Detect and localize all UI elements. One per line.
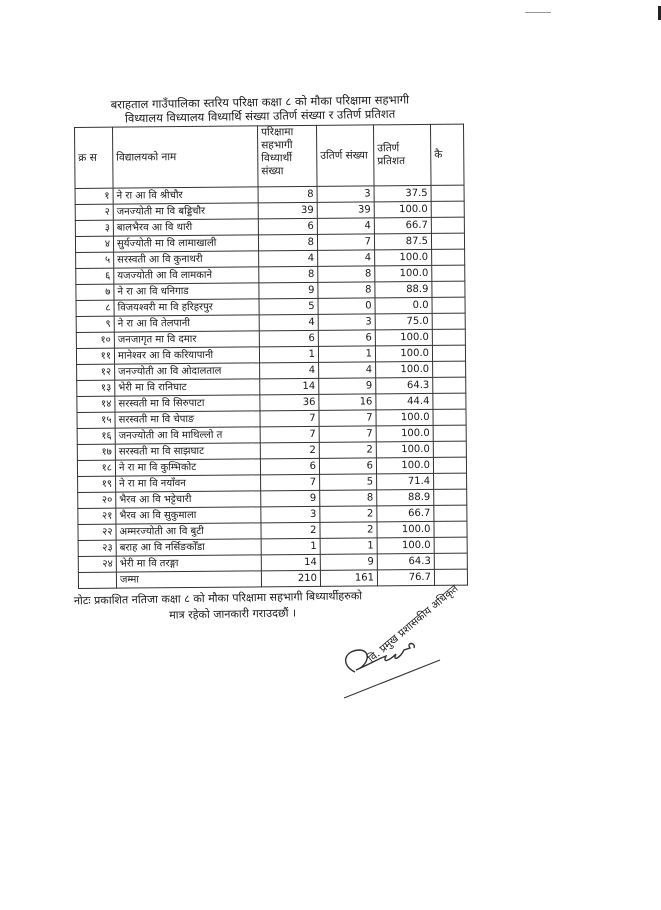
percent-cell: 66.7	[377, 505, 434, 521]
remarks-cell	[433, 425, 466, 441]
table-header-row	[75, 124, 465, 188]
serial-cell: ८	[76, 300, 114, 316]
remarks-cell	[433, 361, 466, 377]
serial-cell: १६	[77, 428, 115, 444]
appeared-cell: 6	[259, 330, 318, 347]
remarks-cell	[432, 297, 465, 313]
remarks-cell	[434, 553, 467, 569]
percent-cell: 100.0	[376, 361, 433, 377]
serial-cell: ५	[76, 252, 114, 268]
appeared-cell: 1	[261, 538, 320, 555]
appeared-cell: 2	[260, 442, 319, 459]
remarks-cell	[432, 345, 465, 361]
remarks-cell	[433, 409, 466, 425]
passed-cell: 4	[317, 218, 374, 234]
passed-cell: 39	[317, 202, 374, 218]
remarks-cell	[432, 329, 465, 345]
passed-cell: 4	[318, 250, 375, 266]
total-percent: 76.7	[377, 569, 434, 585]
serial-cell: २०	[78, 492, 116, 508]
percent-cell: 64.3	[377, 553, 434, 569]
appeared-cell: 4	[259, 314, 318, 331]
serial-cell: ९	[76, 316, 114, 332]
school-name-cell: भेरी मा वि तरङ्गा	[116, 555, 261, 572]
passed-cell: 1	[320, 538, 377, 554]
remarks-cell	[432, 265, 465, 281]
document-title	[70, 92, 450, 127]
header-percent: उतिर्ण प्रतिशत	[373, 124, 431, 185]
school-name-cell: मानेश्वर आ वि करियापानी	[114, 347, 259, 364]
serial-cell: १२	[77, 364, 115, 380]
serial-cell: १३	[77, 380, 115, 396]
passed-cell: 8	[318, 282, 375, 298]
school-name-cell: ने रा मा वि कुम्भिकोट	[115, 459, 260, 476]
remarks-cell	[433, 377, 466, 393]
header-appeared: परिक्षामा सहभागी विध्यार्थी संख्या	[257, 125, 317, 187]
title-line-1: बराहताल गाउँपालिका स्तरिय परिक्षा कक्षा ८ को मौका परिक्षामा सहभागी	[110, 92, 410, 112]
percent-cell: 100.0	[376, 457, 433, 473]
serial-cell: १५	[77, 412, 115, 428]
appeared-cell: 8	[258, 234, 317, 251]
percent-cell: 100.0	[375, 265, 432, 281]
appeared-cell: 6	[258, 218, 317, 235]
school-name-cell: भैरव आ वि भट्टेचारी	[116, 491, 261, 508]
serial-cell: १८	[77, 460, 115, 476]
total-passed: 161	[320, 570, 377, 586]
school-name-cell: ने रा आ वि श्रीचौर	[113, 187, 258, 204]
passed-cell: 8	[320, 490, 377, 506]
appeared-cell: 8	[259, 266, 318, 283]
school-name-cell: विजयश्वरी मा वि हरिहरपुर	[114, 299, 259, 316]
school-name-cell: जनजागृत मा वि दमार	[114, 331, 259, 348]
appeared-cell: 8	[258, 186, 317, 203]
total-appeared: 210	[261, 570, 320, 587]
serial-cell: २२	[78, 524, 116, 540]
remarks-cell	[434, 473, 467, 489]
percent-cell: 71.4	[377, 473, 434, 489]
percent-cell: 100.0	[374, 201, 431, 217]
percent-cell: 100.0	[376, 441, 433, 457]
serial-cell: १९	[78, 476, 116, 492]
remarks-cell	[431, 233, 464, 249]
passed-cell: 9	[319, 378, 376, 394]
serial-cell: २	[75, 204, 113, 220]
passed-cell: 16	[319, 394, 376, 410]
school-name-cell: जनज्योती आ वि माथिल्लो त	[115, 427, 260, 444]
passed-cell: 0	[318, 298, 375, 314]
appeared-cell: 5	[259, 298, 318, 315]
passed-cell: 7	[319, 426, 376, 442]
appeared-cell: 7	[260, 426, 319, 443]
results-table	[74, 124, 468, 589]
remarks-cell	[432, 313, 465, 329]
appeared-cell: 9	[261, 490, 320, 507]
school-name-cell: ने रा आ वि धनिगाड	[114, 283, 259, 300]
appeared-cell: 2	[261, 522, 320, 539]
percent-cell: 100.0	[376, 425, 433, 441]
appeared-cell: 3	[261, 506, 320, 523]
passed-cell: 5	[320, 474, 377, 490]
passed-cell: 3	[318, 314, 375, 330]
passed-cell: 4	[319, 362, 376, 378]
remarks-cell	[432, 281, 465, 297]
passed-cell: 7	[319, 410, 376, 426]
percent-cell: 100.0	[375, 249, 432, 265]
footnote-line-2: मात्र रहेको जानकारी गराउदछौं ।	[169, 606, 297, 622]
passed-cell: 3	[317, 186, 374, 202]
passed-cell: 2	[319, 442, 376, 458]
percent-cell: 87.5	[374, 233, 431, 249]
footnote-line-1: नोटः प्रकाशित नतिजा कक्षा ८ को मौका परिक्षामा सहभागी बिध्यार्थीहरुको	[73, 589, 363, 608]
serial-cell: १	[75, 188, 113, 204]
appeared-cell: 39	[258, 202, 317, 219]
serial-cell: २३	[78, 540, 116, 556]
percent-cell: 100.0	[377, 537, 434, 553]
passed-cell: 6	[319, 458, 376, 474]
serial-cell: २१	[78, 508, 116, 524]
school-name-cell: जनज्योती आ वि ओदालताल	[115, 363, 260, 380]
serial-cell: ३	[75, 220, 113, 236]
school-name-cell: ने रा मा वि नयाँवन	[116, 475, 261, 492]
percent-cell: 66.7	[374, 217, 431, 233]
school-name-cell: बराह आ वि नर्सिङकोँडा	[116, 539, 261, 556]
school-name-cell: अम्मरज्योती आ वि बुटी	[116, 523, 261, 540]
total-serial-cell	[78, 572, 116, 588]
results-table-wrapper	[74, 124, 468, 589]
passed-cell: 7	[317, 234, 374, 250]
serial-cell: ६	[76, 268, 114, 284]
remarks-cell	[433, 441, 466, 457]
percent-cell: 0.0	[375, 297, 432, 313]
appeared-cell: 1	[259, 346, 318, 363]
serial-cell: १४	[77, 396, 115, 412]
school-name-cell: यजज्योती आ वि लामकाने	[114, 267, 259, 284]
remarks-cell	[433, 393, 466, 409]
remarks-cell	[434, 521, 467, 537]
school-name-cell: जनज्योती मा वि बड्डिचौर	[113, 203, 258, 220]
serial-cell: ११	[76, 348, 114, 364]
header-serial: क्र स	[75, 127, 114, 188]
total-label: जम्मा	[116, 571, 261, 588]
official-title-stamp: वि. प्रमुख प्रशासकीय अधिकृत	[365, 582, 461, 665]
passed-cell: 2	[320, 506, 377, 522]
remarks-cell	[431, 201, 464, 217]
appeared-cell: 14	[260, 378, 319, 395]
school-name-cell: सरस्वती मा वि चेपाङ	[115, 411, 260, 428]
school-name-cell: सरस्वती मा वि सिरुपाटा	[115, 395, 260, 412]
remarks-cell	[434, 505, 467, 521]
remarks-cell	[431, 185, 464, 201]
passed-cell: 8	[318, 266, 375, 282]
school-name-cell: ने रा आ वि तेलपानी	[114, 315, 259, 332]
remarks-cell	[434, 537, 467, 553]
passed-cell: 1	[318, 346, 375, 362]
passed-cell: 9	[320, 554, 377, 570]
serial-cell: ४	[75, 236, 113, 252]
table-body	[75, 185, 467, 572]
school-name-cell: सरस्वती मा वि साझघाट	[115, 443, 260, 460]
percent-cell: 64.3	[376, 377, 433, 393]
total-row	[78, 569, 467, 588]
percent-cell: 44.4	[376, 393, 433, 409]
percent-cell: 100.0	[375, 329, 432, 345]
appeared-cell: 7	[260, 410, 319, 427]
school-name-cell: सरस्वती आ वि कुनाथरी	[114, 251, 259, 268]
appeared-cell: 6	[260, 458, 319, 475]
school-name-cell: भेरी मा वि रानिघाट	[115, 379, 260, 396]
remarks-cell	[434, 489, 467, 505]
school-name-cell: भैरव आ वि सुकुमाला	[116, 507, 261, 524]
title-line-2: विध्यालय विध्यालय विध्यार्थि संख्या उतिर्ण संख्या र उतिर्ण प्रतिशत	[124, 106, 396, 126]
appeared-cell: 14	[261, 554, 320, 571]
percent-cell: 88.9	[375, 281, 432, 297]
percent-cell: 100.0	[376, 409, 433, 425]
school-name-cell: बालभैरव आ वि थारी	[113, 219, 258, 236]
percent-cell: 100.0	[377, 521, 434, 537]
header-remarks: कै	[430, 124, 464, 185]
remarks-cell	[431, 217, 464, 233]
remarks-cell	[433, 457, 466, 473]
percent-cell: 100.0	[375, 345, 432, 361]
percent-cell: 37.5	[374, 185, 431, 201]
serial-cell: २४	[78, 556, 116, 572]
passed-cell: 6	[318, 330, 375, 346]
serial-cell: १७	[77, 444, 115, 460]
header-passed: उतिर्ण संख्या	[316, 125, 374, 186]
percent-cell: 75.0	[375, 313, 432, 329]
scan-line	[525, 12, 551, 13]
remarks-cell	[432, 249, 465, 265]
appeared-cell: 4	[259, 250, 318, 267]
passed-cell: 2	[320, 522, 377, 538]
appeared-cell: 36	[260, 394, 319, 411]
appeared-cell: 9	[259, 282, 318, 299]
school-name-cell: सुर्यज्योती मा वि लामाखाली	[113, 235, 258, 252]
appeared-cell: 7	[261, 474, 320, 491]
appeared-cell: 4	[260, 362, 319, 379]
serial-cell: ७	[76, 284, 114, 300]
header-school-name: विद्यालयको नाम	[113, 126, 259, 188]
percent-cell: 88.9	[377, 489, 434, 505]
serial-cell: १०	[76, 332, 114, 348]
